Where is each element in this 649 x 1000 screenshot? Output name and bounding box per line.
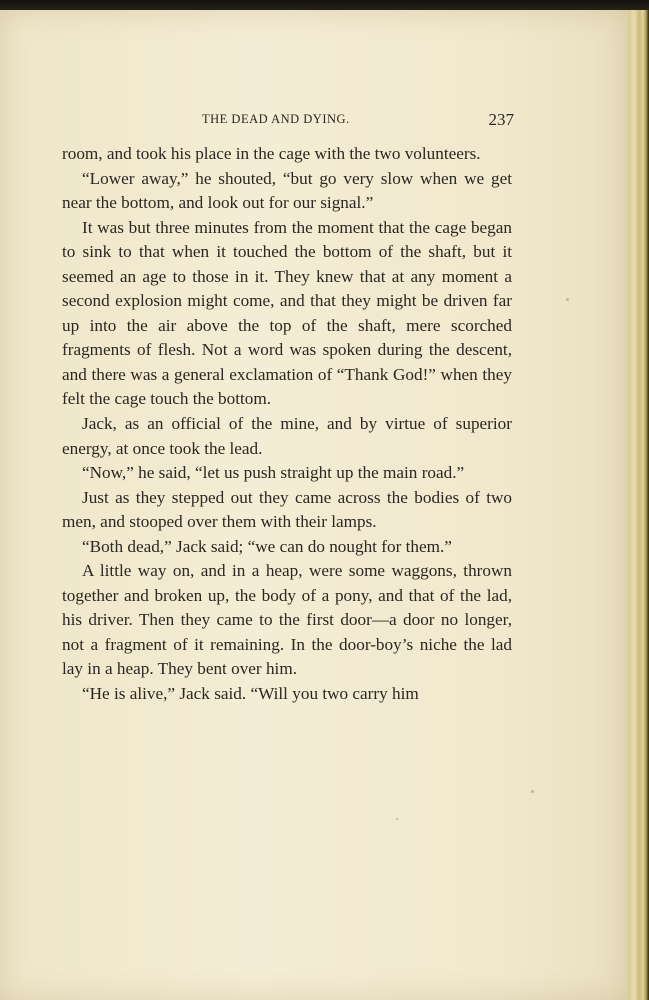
page-number: 237 xyxy=(488,110,514,129)
paragraph: Jack, as an official of the mine, and by virtue of superior energy, at once took the lead. xyxy=(62,414,512,458)
paper-speck xyxy=(396,818,398,820)
paragraph: “He is alive,” Jack said. “Will you two carry him xyxy=(82,684,419,704)
paper-speck xyxy=(566,298,569,301)
paragraph: “Now,” he said, “let us push straight up the main road.” xyxy=(82,463,465,483)
paragraph: “Both dead,” Jack said; “we can do nought for them.” xyxy=(82,536,452,556)
paragraph: Just as they stepped out they came across the bodies of two men, and stooped over them with their lamps. xyxy=(62,487,512,532)
paragraph: “Lower away,” he shouted, “but go very slow when we get near the bottom, and look out for our signal.” xyxy=(62,168,512,213)
paper-speck xyxy=(531,790,534,793)
page-header xyxy=(62,110,514,134)
paragraph: A little way on, and in a heap, were some waggons, thrown together and broken up, the body of a pony, and that of the lad, his driver. Then they came to the first door—a door no longer, not a fragment of it remaining. In the door-boy’s niche the lad lay in a heap. They bent over him. xyxy=(62,561,512,679)
page-edges xyxy=(628,10,649,1000)
body-text xyxy=(62,142,512,707)
paragraph: It was but three minutes from the moment that the cage began to sink to that when it touched the bottom of the shaft, but it seemed an age to those in it. They knew that at any moment a second explosion might come, and that they might be driven far up into the air above the top of the shaft, mere scorched fragments of flesh. Not a word was spoken during the descent, and there was a general exclamation of “Thank God!” when they felt the cage touch the bottom. xyxy=(62,217,512,409)
paragraph: room, and took his place in the cage with the two volunteers. xyxy=(62,144,481,163)
running-head: THE DEAD AND DYING. xyxy=(202,112,350,126)
